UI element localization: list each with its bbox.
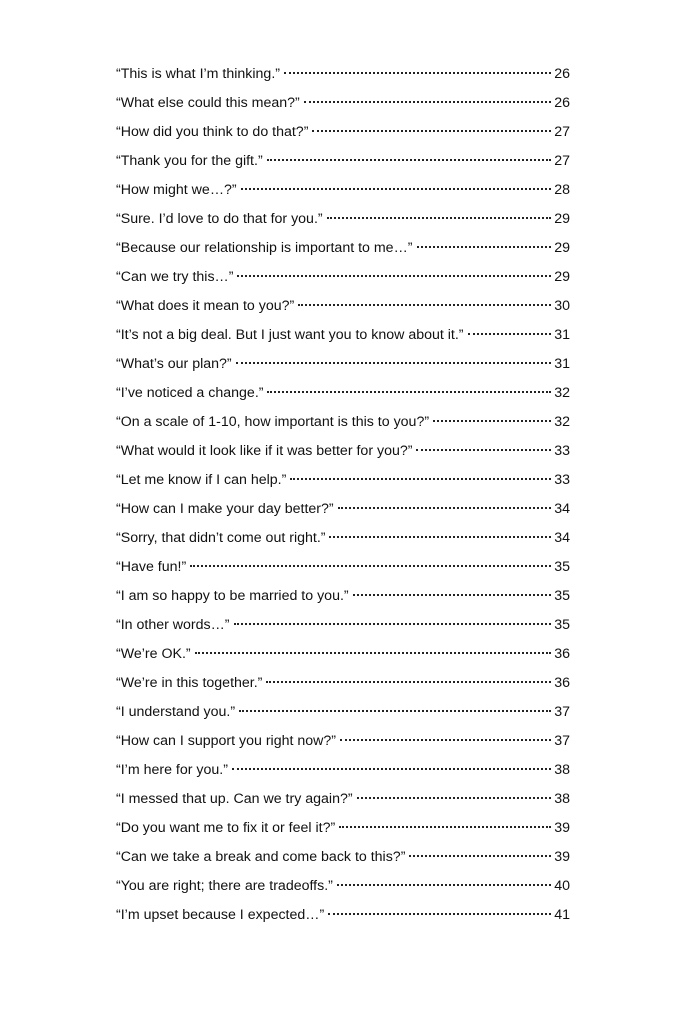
toc-entry[interactable]: [116, 266, 570, 295]
toc-entry-title: “It’s not a big deal. But I just want you to know about it.”: [116, 327, 464, 343]
toc-entry[interactable]: [116, 904, 570, 933]
toc-entry[interactable]: [116, 208, 570, 237]
toc-entry[interactable]: [116, 643, 570, 672]
toc-entry[interactable]: [116, 614, 570, 643]
toc-entry-title: “In other words…”: [116, 617, 230, 633]
toc-entry-title: “We’re in this together.”: [116, 675, 263, 691]
toc-entry-title: “I’m here for you.”: [116, 762, 228, 778]
toc-entry[interactable]: [116, 527, 570, 556]
dot-leader: [468, 333, 551, 335]
dot-leader: [327, 217, 551, 219]
toc-entry-page-number: 27: [554, 153, 570, 169]
toc-entry[interactable]: [116, 324, 570, 353]
dot-leader: [267, 391, 551, 393]
toc-entry-page-number: 39: [554, 849, 570, 865]
dot-leader: [290, 478, 551, 480]
toc-entry-title: “Do you want me to fix it or feel it?”: [116, 820, 336, 836]
toc-entry-title: “What else could this mean?”: [116, 95, 300, 111]
dot-leader: [234, 623, 551, 625]
dot-leader: [190, 565, 551, 567]
toc-entry-page-number: 35: [554, 559, 570, 575]
toc-entry-title: “This is what I’m thinking.”: [116, 66, 280, 82]
toc-entry[interactable]: [116, 498, 570, 527]
toc-entry-title: “Can we take a break and come back to this?”: [116, 849, 406, 865]
toc-entry-title: “Sure. I’d love to do that for you.”: [116, 211, 323, 227]
toc-entry-page-number: 33: [554, 443, 570, 459]
toc-entry-title: “How can I make your day better?”: [116, 501, 334, 517]
toc-entry-title: “What’s our plan?”: [116, 356, 232, 372]
toc-entry[interactable]: [116, 730, 570, 759]
dot-leader: [329, 536, 551, 538]
toc-entry-page-number: 35: [554, 588, 570, 604]
toc-entry-title: “I am so happy to be married to you.”: [116, 588, 349, 604]
toc-entry-page-number: 40: [554, 878, 570, 894]
toc-entry[interactable]: [116, 875, 570, 904]
toc-entry[interactable]: [116, 237, 570, 266]
dot-leader: [284, 72, 551, 74]
toc-entry-page-number: 41: [554, 907, 570, 923]
toc-entry[interactable]: [116, 759, 570, 788]
dot-leader: [339, 826, 551, 828]
toc-entry-title: “Can we try this…”: [116, 269, 234, 285]
toc-entry-page-number: 37: [554, 704, 570, 720]
toc-entry-page-number: 29: [554, 211, 570, 227]
toc-entry-page-number: 26: [554, 95, 570, 111]
toc-entry-page-number: 35: [554, 617, 570, 633]
dot-leader: [409, 855, 551, 857]
toc-entry[interactable]: [116, 295, 570, 324]
toc-entry-page-number: 36: [554, 675, 570, 691]
toc-entry-page-number: 32: [554, 385, 570, 401]
dot-leader: [328, 913, 551, 915]
toc-entry-page-number: 27: [554, 124, 570, 140]
toc-entry[interactable]: [116, 63, 570, 92]
dot-leader: [241, 188, 551, 190]
toc-entry[interactable]: [116, 440, 570, 469]
toc-entry-page-number: 36: [554, 646, 570, 662]
toc-entry-title: “What does it mean to you?”: [116, 298, 295, 314]
toc-entry-title: “Have fun!”: [116, 559, 187, 575]
toc-entry-title: “On a scale of 1-10, how important is this to you?”: [116, 414, 430, 430]
toc-entry-page-number: 29: [554, 269, 570, 285]
dot-leader: [312, 130, 551, 132]
toc-entry-title: “How did you think to do that?”: [116, 124, 309, 140]
dot-leader: [236, 362, 551, 364]
dot-leader: [338, 507, 551, 509]
toc-entry-title: “Because our relationship is important to me…”: [116, 240, 413, 256]
toc-entry-title: “You are right; there are tradeoffs.”: [116, 878, 333, 894]
dot-leader: [195, 652, 551, 654]
toc-entry[interactable]: [116, 382, 570, 411]
dot-leader: [433, 420, 551, 422]
toc-entry-page-number: 38: [554, 791, 570, 807]
toc-entry-page-number: 39: [554, 820, 570, 836]
toc-entry-page-number: 31: [554, 327, 570, 343]
table-of-contents: [116, 63, 570, 933]
dot-leader: [266, 681, 551, 683]
toc-entry[interactable]: [116, 585, 570, 614]
toc-entry-page-number: 34: [554, 530, 570, 546]
toc-entry-title: “How can I support you right now?”: [116, 733, 337, 749]
dot-leader: [232, 768, 551, 770]
dot-leader: [357, 797, 551, 799]
toc-entry-page-number: 31: [554, 356, 570, 372]
dot-leader: [304, 101, 551, 103]
toc-entry-page-number: 26: [554, 66, 570, 82]
dot-leader: [239, 710, 551, 712]
toc-entry[interactable]: [116, 701, 570, 730]
toc-entry-page-number: 38: [554, 762, 570, 778]
toc-entry-title: “I’m upset because I expected…”: [116, 907, 325, 923]
toc-entry-title: “What would it look like if it was better for you?”: [116, 443, 413, 459]
toc-entry[interactable]: [116, 817, 570, 846]
toc-entry-title: “How might we…?”: [116, 182, 237, 198]
toc-entry-title: “I messed that up. Can we try again?”: [116, 791, 353, 807]
toc-entry-page-number: 29: [554, 240, 570, 256]
toc-entry-title: “I understand you.”: [116, 704, 236, 720]
toc-entry[interactable]: [116, 788, 570, 817]
toc-entry-page-number: 37: [554, 733, 570, 749]
toc-entry[interactable]: [116, 353, 570, 382]
toc-entry-page-number: 30: [554, 298, 570, 314]
toc-entry-page-number: 33: [554, 472, 570, 488]
dot-leader: [417, 246, 552, 248]
dot-leader: [298, 304, 551, 306]
toc-entry[interactable]: [116, 411, 570, 440]
toc-entry-page-number: 32: [554, 414, 570, 430]
toc-entry-title: “Sorry, that didn’t come out right.”: [116, 530, 326, 546]
toc-entry[interactable]: [116, 672, 570, 701]
toc-entry[interactable]: [116, 179, 570, 208]
toc-entry[interactable]: [116, 469, 570, 498]
dot-leader: [340, 739, 551, 741]
toc-entry[interactable]: [116, 150, 570, 179]
dot-leader: [353, 594, 551, 596]
dot-leader: [267, 159, 551, 161]
toc-entry[interactable]: [116, 121, 570, 150]
dot-leader: [237, 275, 551, 277]
dot-leader: [337, 884, 551, 886]
toc-entry[interactable]: [116, 92, 570, 121]
dot-leader: [416, 449, 551, 451]
toc-entry[interactable]: [116, 556, 570, 585]
toc-entry-title: “Thank you for the gift.”: [116, 153, 263, 169]
toc-entry-title: “We’re OK.”: [116, 646, 191, 662]
toc-entry-title: “I’ve noticed a change.”: [116, 385, 264, 401]
toc-entry-title: “Let me know if I can help.”: [116, 472, 287, 488]
toc-entry-page-number: 34: [554, 501, 570, 517]
toc-entry-page-number: 28: [554, 182, 570, 198]
toc-entry[interactable]: [116, 846, 570, 875]
